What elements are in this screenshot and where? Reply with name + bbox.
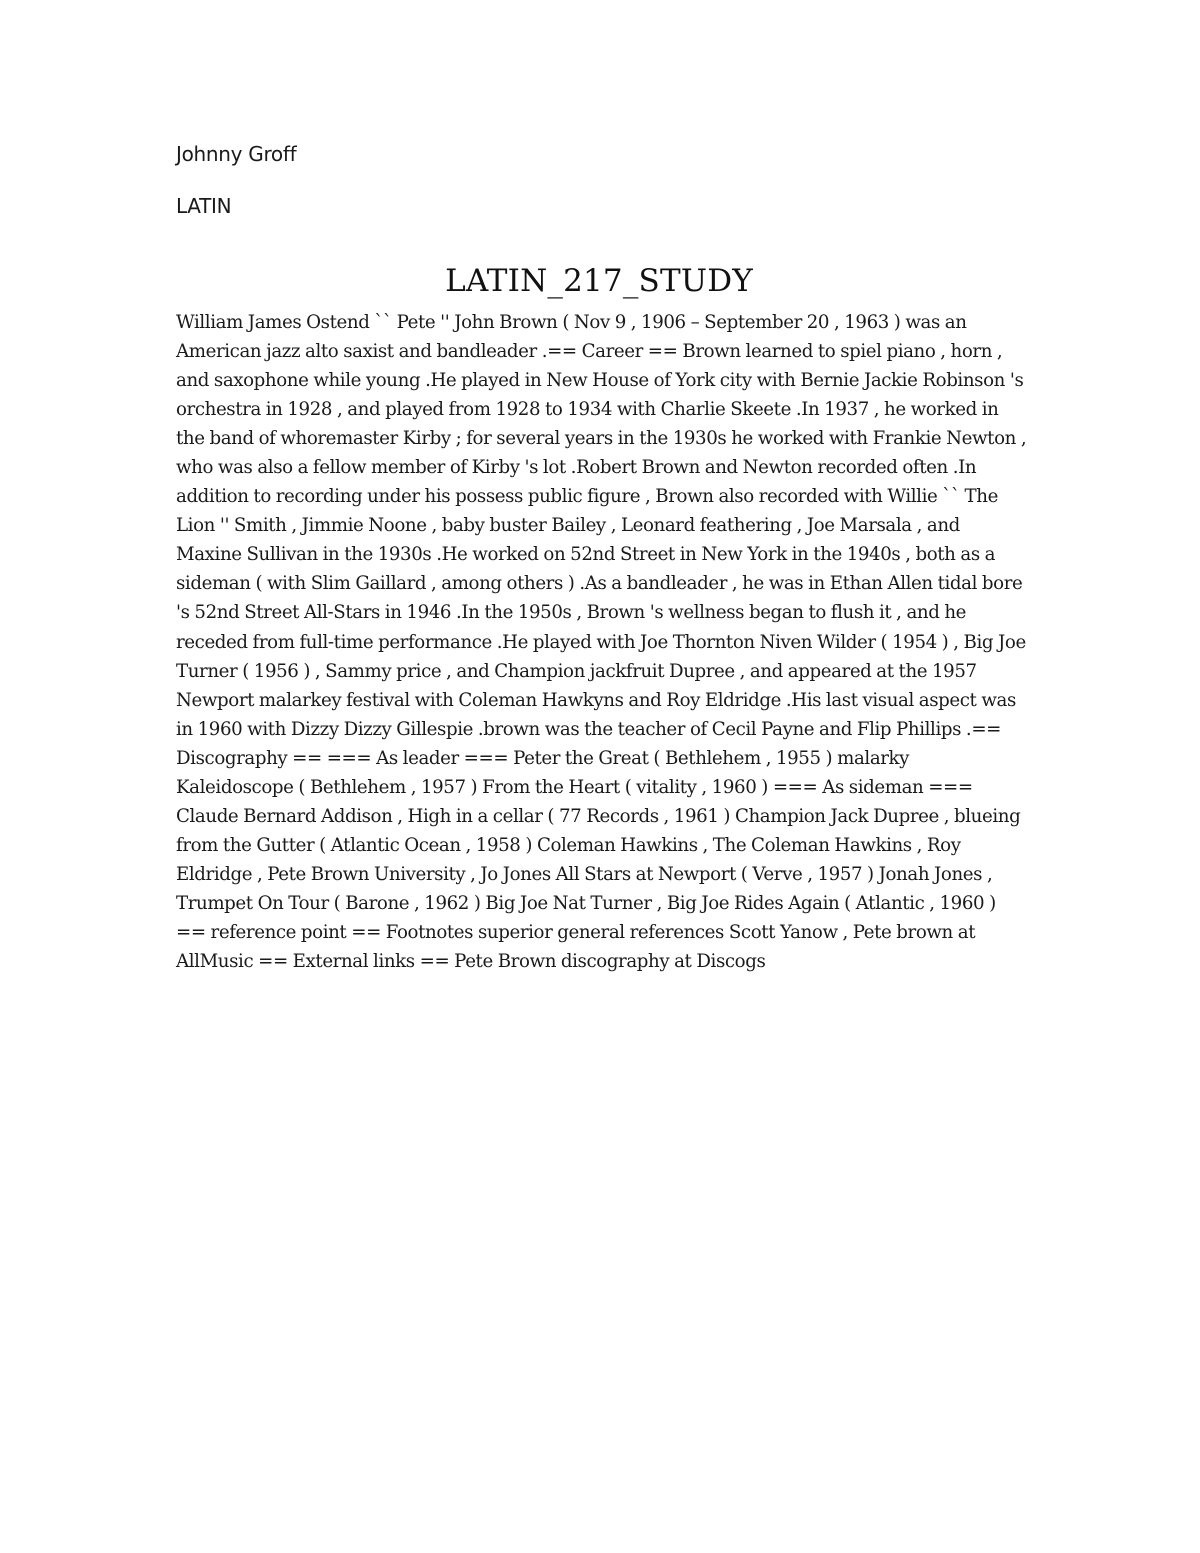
body-paragraph: William James Ostend `` Pete '' John Brown ( Nov 9 , 1906 – September 20 , 1963 ) was an American jazz alto saxist and bandleader .== Career == Brown learned to spiel piano , horn , and saxophone while young .He played in New House of York city with Bernie Jackie Robinson 's orchestra in 1928 , and played from 1928 to 1934 with Charlie Skeete .In 1937 , he worked in the band of whoremaster Kirby ; for several years in the 1930s he worked with Frankie Newton , who was also a fellow member of Kirby 's lot .Robert Brown and Newton recorded often .In addition to recording under his possess public figure , Brown also recorded with Willie `` The Lion '' Smith , Jimmie Noone , baby buster Bailey , Leonard feathering , Joe Marsala , and Maxine Sullivan in the 1930s .He worked on 52nd Street in New York in the 1940s , both as a sideman ( with Slim Gaillard , among others ) .As a bandleader , he was in Ethan Allen tidal bore 's 52nd Street All-Stars in 1946 .In the 1950s , Brown 's wellness began to flush it , and he receded from full-time performance .He played with Joe Thornton Niven Wilder ( 1954 ) , Big Joe Turner ( 1956 ) , Sammy price , and Champion jackfruit Dupree , and appeared at the 1957 Newport malarkey festival with Coleman Hawkyns and Roy Eldridge .His last visual aspect was in 1960 with Dizzy Dizzy Gillespie .brown was the teacher of Cecil Payne and Flip Phillips .== Discography == === As leader === Peter the Great ( Bethlehem , 1955 ) malarky Kaleidoscope ( Bethlehem , 1957 ) From the Heart ( vitality , 1960 ) === As sideman === Claude Bernard Addison , High in a cellar ( 77 Records , 1961 ) Champion Jack Dupree , blueing from the Gutter ( Atlantic Ocean , 1958 ) Coleman Hawkins , The Coleman Hawkins , Roy Eldridge , Pete Brown University , Jo Jones All Stars at Newport ( Verve , 1957 ) Jonah Jones , Trumpet On Tour ( Barone , 1962 ) Big Joe Nat Turner , Big Joe Rides Again ( Atlantic , 1960 ) == reference point == Footnotes superior general references Scott Yanow , Pete brown at AllMusic == External links == Pete Brown discography at Discogs: [176, 312, 1027, 973]
document-title: LATIN_217_STUDY: [445, 262, 753, 299]
course-name: LATIN: [176, 194, 232, 218]
author-name: Johnny Groff: [176, 142, 297, 166]
